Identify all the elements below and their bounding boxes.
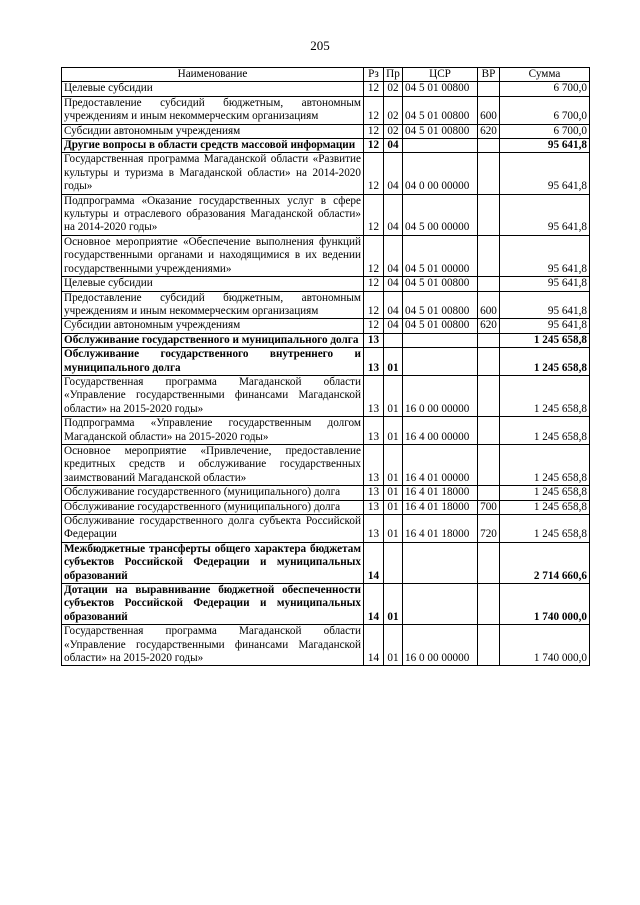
row-pr	[384, 333, 403, 347]
row-sum: 95 641,8	[500, 235, 590, 276]
row-vr: 620	[478, 124, 500, 138]
row-csr: 04 5 01 00800	[403, 124, 478, 138]
row-pr: 04	[384, 139, 403, 153]
row-vr: 600	[478, 96, 500, 124]
row-pr: 04	[384, 277, 403, 291]
row-sum: 1 245 658,8	[500, 515, 590, 543]
row-vr	[478, 153, 500, 194]
row-csr: 16 4 01 18000	[403, 486, 478, 500]
row-pr: 02	[384, 96, 403, 124]
row-pr: 04	[384, 319, 403, 333]
row-name: Целевые субсидии	[62, 82, 364, 96]
row-rz: 14	[364, 584, 384, 625]
table-row	[62, 486, 590, 500]
row-vr: 620	[478, 319, 500, 333]
row-sum: 95 641,8	[500, 319, 590, 333]
row-pr: 04	[384, 291, 403, 319]
row-rz: 13	[364, 417, 384, 445]
table-row	[62, 348, 590, 376]
table-row	[62, 124, 590, 138]
row-pr: 01	[384, 515, 403, 543]
row-sum: 6 700,0	[500, 82, 590, 96]
table-header-row	[62, 68, 590, 82]
row-rz: 14	[364, 625, 384, 666]
row-csr: 16 4 01 18000	[403, 515, 478, 543]
row-name: Обслуживание государственного (муниципального) долга	[62, 500, 364, 514]
row-csr: 16 0 00 00000	[403, 375, 478, 416]
row-rz: 13	[364, 375, 384, 416]
table-row	[62, 277, 590, 291]
row-rz: 13	[364, 486, 384, 500]
row-rz: 12	[364, 153, 384, 194]
row-vr	[478, 417, 500, 445]
row-csr	[403, 333, 478, 347]
row-rz: 12	[364, 124, 384, 138]
row-csr: 04 5 01 00000	[403, 235, 478, 276]
row-rz: 13	[364, 515, 384, 543]
row-rz: 13	[364, 500, 384, 514]
row-csr: 16 4 01 00000	[403, 444, 478, 485]
header-csr: ЦСР	[403, 68, 478, 82]
row-rz: 12	[364, 235, 384, 276]
row-csr: 04 5 01 00800	[403, 277, 478, 291]
page-number: 205	[310, 38, 330, 53]
row-name: Другие вопросы в области средств массовой информации	[62, 139, 364, 153]
row-sum: 95 641,8	[500, 139, 590, 153]
row-name: Обслуживание государственного долга субъекта Российской Федерации	[62, 515, 364, 543]
row-name: Подпрограмма «Управление государственным долгом Магаданской области» на 2015-2020 годы»	[62, 417, 364, 445]
budget-table	[61, 67, 590, 666]
table-row	[62, 194, 590, 235]
row-rz: 12	[364, 96, 384, 124]
row-rz: 12	[364, 82, 384, 96]
row-rz: 12	[364, 194, 384, 235]
row-name: Государственная программа Магаданской области «Управление государственными финансами Магаданской области» на 2015-2020 годы»	[62, 375, 364, 416]
row-vr	[478, 542, 500, 583]
row-sum: 1 740 000,0	[500, 625, 590, 666]
row-pr: 01	[384, 625, 403, 666]
row-pr: 02	[384, 82, 403, 96]
row-name: Подпрограмма «Оказание государственных услуг в сфере культуры и отраслевого образования Магаданской области» на 2014-2020 годы»	[62, 194, 364, 235]
row-sum: 95 641,8	[500, 194, 590, 235]
row-pr: 04	[384, 235, 403, 276]
row-csr: 16 4 01 18000	[403, 500, 478, 514]
row-sum: 1 245 658,8	[500, 375, 590, 416]
row-name: Дотации на выравнивание бюджетной обеспеченности субъектов Российской Федерации и муниципальных образований	[62, 584, 364, 625]
row-csr: 16 0 00 00000	[403, 625, 478, 666]
row-csr: 04 5 01 00800	[403, 319, 478, 333]
row-name: Государственная программа Магаданской области «Управление государственными финансами Магаданской области» на 2015-2020 годы»	[62, 625, 364, 666]
table-row	[62, 235, 590, 276]
row-name: Обслуживание государственного (муниципального) долга	[62, 486, 364, 500]
row-csr	[403, 348, 478, 376]
row-pr: 02	[384, 124, 403, 138]
table-row	[62, 319, 590, 333]
row-name: Целевые субсидии	[62, 277, 364, 291]
row-rz: 12	[364, 277, 384, 291]
row-name: Предоставление субсидий бюджетным, автономным учреждениям и иным некоммерческим организациям	[62, 96, 364, 124]
row-csr	[403, 584, 478, 625]
row-vr	[478, 277, 500, 291]
header-sum: Сумма	[500, 68, 590, 82]
row-pr: 01	[384, 375, 403, 416]
row-sum: 1 245 658,8	[500, 500, 590, 514]
row-name: Субсидии автономным учреждениям	[62, 319, 364, 333]
row-name: Основное мероприятие «Привлечение, предоставление кредитных средств и обслуживание государственных заимствований Магаданской области»	[62, 444, 364, 485]
row-pr: 01	[384, 584, 403, 625]
row-vr	[478, 584, 500, 625]
row-rz: 13	[364, 444, 384, 485]
table-row	[62, 417, 590, 445]
row-csr	[403, 542, 478, 583]
row-csr: 04 0 00 00000	[403, 153, 478, 194]
row-sum: 1 245 658,8	[500, 486, 590, 500]
table-row	[62, 500, 590, 514]
header-vr: ВР	[478, 68, 500, 82]
row-rz: 12	[364, 139, 384, 153]
header-name: Наименование	[62, 68, 364, 82]
row-vr	[478, 82, 500, 96]
row-pr: 01	[384, 348, 403, 376]
table-row	[62, 291, 590, 319]
row-csr: 04 5 00 00000	[403, 194, 478, 235]
row-name: Межбюджетные трансферты общего характера бюджетам субъектов Российской Федерации и муниципальных образований	[62, 542, 364, 583]
table-row	[62, 82, 590, 96]
row-pr: 01	[384, 417, 403, 445]
row-name: Обслуживание государственного и муниципального долга	[62, 333, 364, 347]
row-rz: 12	[364, 291, 384, 319]
row-vr	[478, 486, 500, 500]
row-csr: 04 5 01 00800	[403, 291, 478, 319]
row-rz: 14	[364, 542, 384, 583]
row-rz: 13	[364, 333, 384, 347]
row-name: Государственная программа Магаданской области «Развитие культуры и туризма в Магаданской области» на 2014-2020 годы»	[62, 153, 364, 194]
row-sum: 1 740 000,0	[500, 584, 590, 625]
table-row	[62, 444, 590, 485]
row-vr: 600	[478, 291, 500, 319]
table-row	[62, 139, 590, 153]
row-csr: 16 4 00 00000	[403, 417, 478, 445]
row-sum: 1 245 658,8	[500, 444, 590, 485]
table-row	[62, 153, 590, 194]
row-pr: 01	[384, 444, 403, 485]
row-vr	[478, 444, 500, 485]
row-sum: 95 641,8	[500, 277, 590, 291]
row-sum: 6 700,0	[500, 124, 590, 138]
table-row	[62, 625, 590, 666]
row-name: Основное мероприятие «Обеспечение выполнения функций государственными органами и находящимися в их ведении государственными учреждениями»	[62, 235, 364, 276]
table-row	[62, 515, 590, 543]
row-rz: 13	[364, 348, 384, 376]
row-name: Субсидии автономным учреждениям	[62, 124, 364, 138]
row-pr: 01	[384, 486, 403, 500]
row-sum: 2 714 660,6	[500, 542, 590, 583]
row-sum: 1 245 658,8	[500, 348, 590, 376]
row-vr	[478, 333, 500, 347]
table-row	[62, 96, 590, 124]
table-row	[62, 584, 590, 625]
row-sum: 95 641,8	[500, 153, 590, 194]
row-csr	[403, 139, 478, 153]
row-vr	[478, 194, 500, 235]
row-pr	[384, 542, 403, 583]
row-vr: 700	[478, 500, 500, 514]
row-vr	[478, 625, 500, 666]
row-vr	[478, 235, 500, 276]
row-pr: 04	[384, 153, 403, 194]
row-name: Предоставление субсидий бюджетным, автономным учреждениям и иным некоммерческим организациям	[62, 291, 364, 319]
row-vr: 720	[478, 515, 500, 543]
row-vr	[478, 139, 500, 153]
row-name: Обслуживание государственного внутреннего и муниципального долга	[62, 348, 364, 376]
row-pr: 01	[384, 500, 403, 514]
row-csr: 04 5 01 00800	[403, 96, 478, 124]
row-vr	[478, 348, 500, 376]
row-csr: 04 5 01 00800	[403, 82, 478, 96]
row-pr: 04	[384, 194, 403, 235]
table-row	[62, 542, 590, 583]
header-rz: Рз	[364, 68, 384, 82]
table-row	[62, 333, 590, 347]
row-sum: 1 245 658,8	[500, 333, 590, 347]
row-rz: 12	[364, 319, 384, 333]
row-sum: 6 700,0	[500, 96, 590, 124]
header-pr: Пр	[384, 68, 403, 82]
row-vr	[478, 375, 500, 416]
row-sum: 1 245 658,8	[500, 417, 590, 445]
table-row	[62, 375, 590, 416]
row-sum: 95 641,8	[500, 291, 590, 319]
